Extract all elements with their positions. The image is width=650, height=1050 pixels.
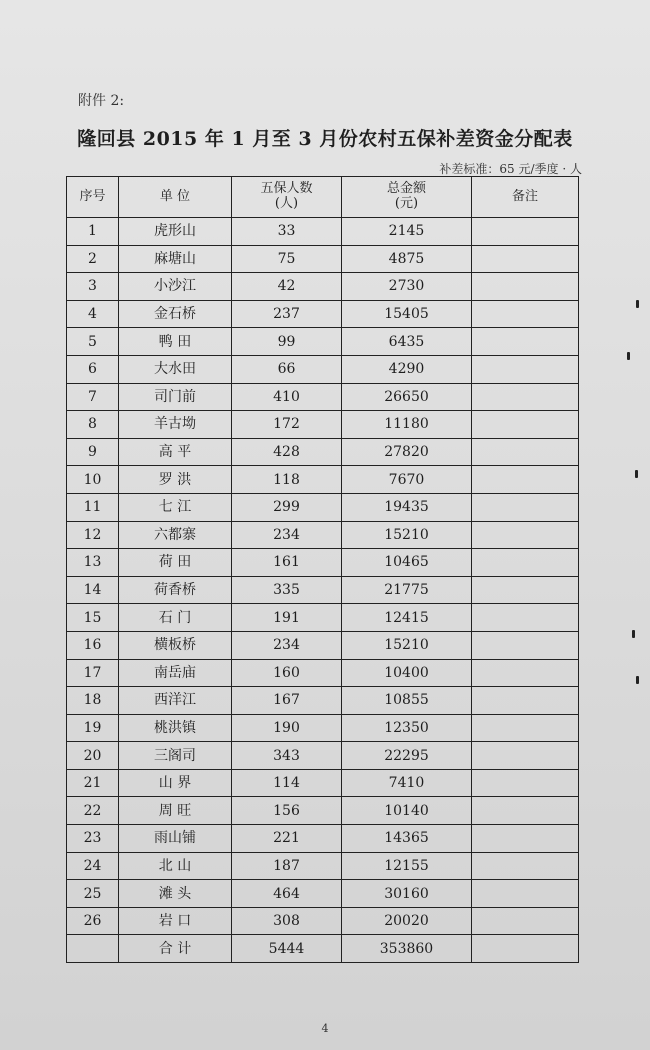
- cell-remark: [472, 493, 579, 521]
- cell-unit: 司门前: [119, 383, 232, 411]
- table-row: [67, 576, 579, 604]
- cell-amount: 10140: [342, 797, 472, 825]
- header-seq: 序号: [67, 177, 119, 218]
- binding-hole-mark: [636, 676, 639, 684]
- table-row: [67, 245, 579, 273]
- cell-amount: 27820: [342, 438, 472, 466]
- table-row: [67, 687, 579, 715]
- cell-unit: 雨山铺: [119, 825, 232, 853]
- binding-hole-mark: [627, 352, 630, 360]
- table-row: [67, 438, 579, 466]
- table-row: [67, 825, 579, 853]
- table-row: [67, 521, 579, 549]
- subsidy-standard-note: 补差标准：65 元/季度 · 人: [439, 162, 582, 176]
- cell-amount: 4290: [342, 355, 472, 383]
- cell-people: 299: [232, 493, 342, 521]
- cell-amount: 2145: [342, 218, 472, 246]
- cell-seq: 19: [67, 714, 119, 742]
- cell-unit: 南岳庙: [119, 659, 232, 687]
- table-row: [67, 769, 579, 797]
- table-row: [67, 411, 579, 439]
- cell-unit: 七 江: [119, 493, 232, 521]
- cell-unit: 高 平: [119, 438, 232, 466]
- table-row: [67, 300, 579, 328]
- total-cell-people: 5444: [232, 935, 342, 963]
- cell-amount: 15210: [342, 631, 472, 659]
- cell-people: 237: [232, 300, 342, 328]
- cell-people: 160: [232, 659, 342, 687]
- cell-unit: 滩 头: [119, 880, 232, 908]
- cell-unit: 山 界: [119, 769, 232, 797]
- table-row: [67, 383, 579, 411]
- cell-seq: 25: [67, 880, 119, 908]
- cell-unit: 石 门: [119, 604, 232, 632]
- cell-unit: 三阁司: [119, 742, 232, 770]
- cell-people: 190: [232, 714, 342, 742]
- cell-remark: [472, 383, 579, 411]
- cell-people: 66: [232, 355, 342, 383]
- cell-remark: [472, 852, 579, 880]
- total-cell-seq: [67, 935, 119, 963]
- cell-seq: 17: [67, 659, 119, 687]
- cell-remark: [472, 714, 579, 742]
- cell-amount: 15405: [342, 300, 472, 328]
- cell-remark: [472, 687, 579, 715]
- cell-seq: 18: [67, 687, 119, 715]
- cell-seq: 14: [67, 576, 119, 604]
- cell-amount: 10465: [342, 549, 472, 577]
- cell-remark: [472, 659, 579, 687]
- cell-remark: [472, 769, 579, 797]
- cell-seq: 4: [67, 300, 119, 328]
- cell-remark: [472, 880, 579, 908]
- cell-seq: 26: [67, 907, 119, 935]
- cell-remark: [472, 549, 579, 577]
- cell-amount: 12155: [342, 852, 472, 880]
- cell-people: 75: [232, 245, 342, 273]
- cell-remark: [472, 411, 579, 439]
- table-row: [67, 355, 579, 383]
- cell-unit: 岩 口: [119, 907, 232, 935]
- cell-remark: [472, 907, 579, 935]
- cell-amount: 11180: [342, 411, 472, 439]
- cell-people: 335: [232, 576, 342, 604]
- cell-people: 156: [232, 797, 342, 825]
- cell-amount: 10855: [342, 687, 472, 715]
- cell-seq: 11: [67, 493, 119, 521]
- cell-seq: 8: [67, 411, 119, 439]
- cell-seq: 3: [67, 273, 119, 301]
- cell-seq: 23: [67, 825, 119, 853]
- cell-unit: 羊古坳: [119, 411, 232, 439]
- total-cell-label: 合 计: [119, 935, 232, 963]
- cell-amount: 22295: [342, 742, 472, 770]
- cell-unit: 麻塘山: [119, 245, 232, 273]
- cell-people: 234: [232, 631, 342, 659]
- cell-unit: 周 旺: [119, 797, 232, 825]
- cell-unit: 北 山: [119, 852, 232, 880]
- table-row: [67, 907, 579, 935]
- table-row: [67, 328, 579, 356]
- cell-seq: 15: [67, 604, 119, 632]
- cell-remark: [472, 273, 579, 301]
- table-row: [67, 604, 579, 632]
- cell-remark: [472, 521, 579, 549]
- cell-seq: 13: [67, 549, 119, 577]
- table-row: [67, 714, 579, 742]
- cell-seq: 12: [67, 521, 119, 549]
- cell-seq: 9: [67, 438, 119, 466]
- cell-people: 428: [232, 438, 342, 466]
- table-row: [67, 797, 579, 825]
- cell-people: 191: [232, 604, 342, 632]
- page-number: 4: [321, 1022, 329, 1035]
- cell-unit: 西洋江: [119, 687, 232, 715]
- table-row: [67, 880, 579, 908]
- cell-seq: 21: [67, 769, 119, 797]
- cell-seq: 7: [67, 383, 119, 411]
- attachment-label: 附件 2:: [78, 93, 125, 109]
- header-remark: 备注: [472, 177, 579, 218]
- cell-seq: 10: [67, 466, 119, 494]
- cell-people: 464: [232, 880, 342, 908]
- cell-unit: 桃洪镇: [119, 714, 232, 742]
- cell-remark: [472, 466, 579, 494]
- allocation-table: [66, 176, 579, 963]
- header-amount: [342, 177, 472, 218]
- binding-hole-mark: [632, 630, 635, 638]
- cell-remark: [472, 825, 579, 853]
- table-row: [67, 466, 579, 494]
- table-row: [67, 852, 579, 880]
- cell-amount: 7670: [342, 466, 472, 494]
- cell-unit: 金石桥: [119, 300, 232, 328]
- cell-people: 221: [232, 825, 342, 853]
- cell-amount: 15210: [342, 521, 472, 549]
- table-body: [67, 218, 579, 963]
- cell-people: 33: [232, 218, 342, 246]
- header-people-line2: (人): [274, 196, 299, 211]
- binding-hole-mark: [635, 470, 638, 478]
- cell-amount: 20020: [342, 907, 472, 935]
- cell-people: 410: [232, 383, 342, 411]
- table-row: [67, 549, 579, 577]
- total-row: [67, 935, 579, 963]
- table-row: [67, 273, 579, 301]
- cell-remark: [472, 300, 579, 328]
- cell-people: 172: [232, 411, 342, 439]
- table-row: [67, 631, 579, 659]
- document-title: 隆回县 2015 年 1 月至 3 月份农村五保补差资金分配表: [77, 128, 573, 150]
- cell-amount: 2730: [342, 273, 472, 301]
- cell-amount: 30160: [342, 880, 472, 908]
- cell-people: 343: [232, 742, 342, 770]
- header-amount-line2: (元): [394, 196, 419, 211]
- cell-amount: 21775: [342, 576, 472, 604]
- cell-amount: 19435: [342, 493, 472, 521]
- cell-remark: [472, 576, 579, 604]
- cell-people: 42: [232, 273, 342, 301]
- cell-unit: 虎形山: [119, 218, 232, 246]
- cell-amount: 14365: [342, 825, 472, 853]
- cell-remark: [472, 631, 579, 659]
- cell-unit: 六都寨: [119, 521, 232, 549]
- table-row: [67, 493, 579, 521]
- header-amount-line1: 总金额: [386, 181, 426, 197]
- cell-remark: [472, 328, 579, 356]
- cell-people: 167: [232, 687, 342, 715]
- cell-people: 308: [232, 907, 342, 935]
- cell-unit: 荷香桥: [119, 576, 232, 604]
- cell-seq: 5: [67, 328, 119, 356]
- header-unit: 单 位: [119, 177, 232, 218]
- cell-people: 114: [232, 769, 342, 797]
- binding-hole-mark: [636, 300, 639, 308]
- cell-amount: 12350: [342, 714, 472, 742]
- cell-people: 187: [232, 852, 342, 880]
- cell-unit: 鸭 田: [119, 328, 232, 356]
- cell-unit: 罗 洪: [119, 466, 232, 494]
- cell-amount: 10400: [342, 659, 472, 687]
- cell-seq: 6: [67, 355, 119, 383]
- cell-amount: 26650: [342, 383, 472, 411]
- cell-unit: 横板桥: [119, 631, 232, 659]
- table-header-row: [67, 177, 579, 218]
- cell-unit: 大水田: [119, 355, 232, 383]
- header-people-line1: 五保人数: [260, 181, 313, 197]
- cell-seq: 2: [67, 245, 119, 273]
- cell-amount: 12415: [342, 604, 472, 632]
- cell-remark: [472, 438, 579, 466]
- cell-seq: 24: [67, 852, 119, 880]
- cell-amount: 4875: [342, 245, 472, 273]
- cell-remark: [472, 604, 579, 632]
- total-cell-remark: [472, 935, 579, 963]
- table-row: [67, 742, 579, 770]
- cell-remark: [472, 742, 579, 770]
- cell-amount: 6435: [342, 328, 472, 356]
- cell-remark: [472, 218, 579, 246]
- cell-people: 118: [232, 466, 342, 494]
- cell-unit: 小沙江: [119, 273, 232, 301]
- cell-people: 161: [232, 549, 342, 577]
- total-cell-amount: 353860: [342, 935, 472, 963]
- cell-remark: [472, 797, 579, 825]
- table-row: [67, 659, 579, 687]
- header-people: [232, 177, 342, 218]
- cell-people: 234: [232, 521, 342, 549]
- table-row: [67, 218, 579, 246]
- cell-seq: 16: [67, 631, 119, 659]
- cell-remark: [472, 355, 579, 383]
- cell-amount: 7410: [342, 769, 472, 797]
- cell-seq: 1: [67, 218, 119, 246]
- cell-remark: [472, 245, 579, 273]
- cell-people: 99: [232, 328, 342, 356]
- cell-unit: 荷 田: [119, 549, 232, 577]
- cell-seq: 22: [67, 797, 119, 825]
- cell-seq: 20: [67, 742, 119, 770]
